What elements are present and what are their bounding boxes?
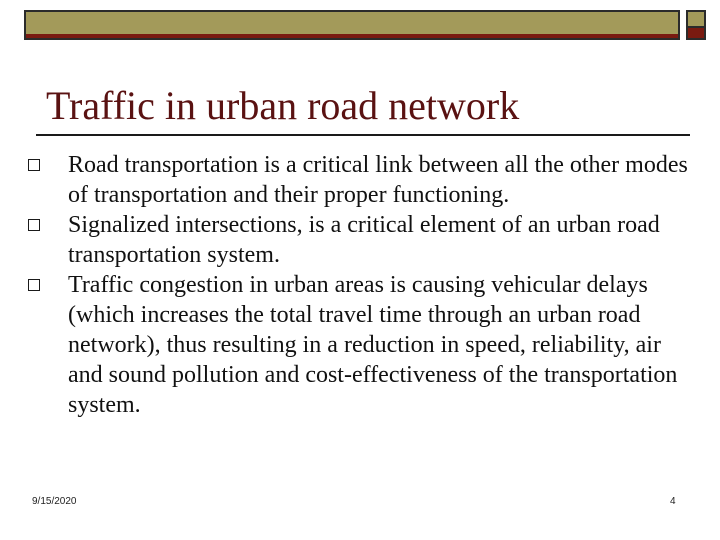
bullet-text: Road transportation is a critical link between all the other modes of transportation and their proper functioning.	[68, 152, 688, 208]
bullet-list	[28, 150, 700, 420]
corner-decoration	[686, 10, 710, 40]
slide-title: Traffic in urban road network	[46, 83, 520, 128]
bullet-item	[28, 150, 700, 210]
hollow-square-icon	[28, 279, 40, 291]
footer-date: 9/15/2020	[32, 496, 77, 507]
header-bar-fill	[26, 12, 678, 38]
bullet-text: Traffic congestion in urban areas is causing vehicular delays (which increases the total travel time through an urban road network), thus resulting in a reduction in speed, reliability, air and sound pollution and cost-effectiveness of the transportation system.	[68, 272, 678, 418]
corner-square-red	[686, 26, 706, 40]
page-number: 4	[670, 496, 676, 507]
hollow-square-icon	[28, 159, 40, 171]
header-decorative-bar	[24, 10, 680, 40]
bullet-text: Signalized intersections, is a critical element of an urban road transportation system.	[68, 212, 660, 268]
title-divider	[36, 134, 690, 136]
bullet-item	[28, 270, 700, 420]
bullet-item	[28, 210, 700, 270]
hollow-square-icon	[28, 219, 40, 231]
